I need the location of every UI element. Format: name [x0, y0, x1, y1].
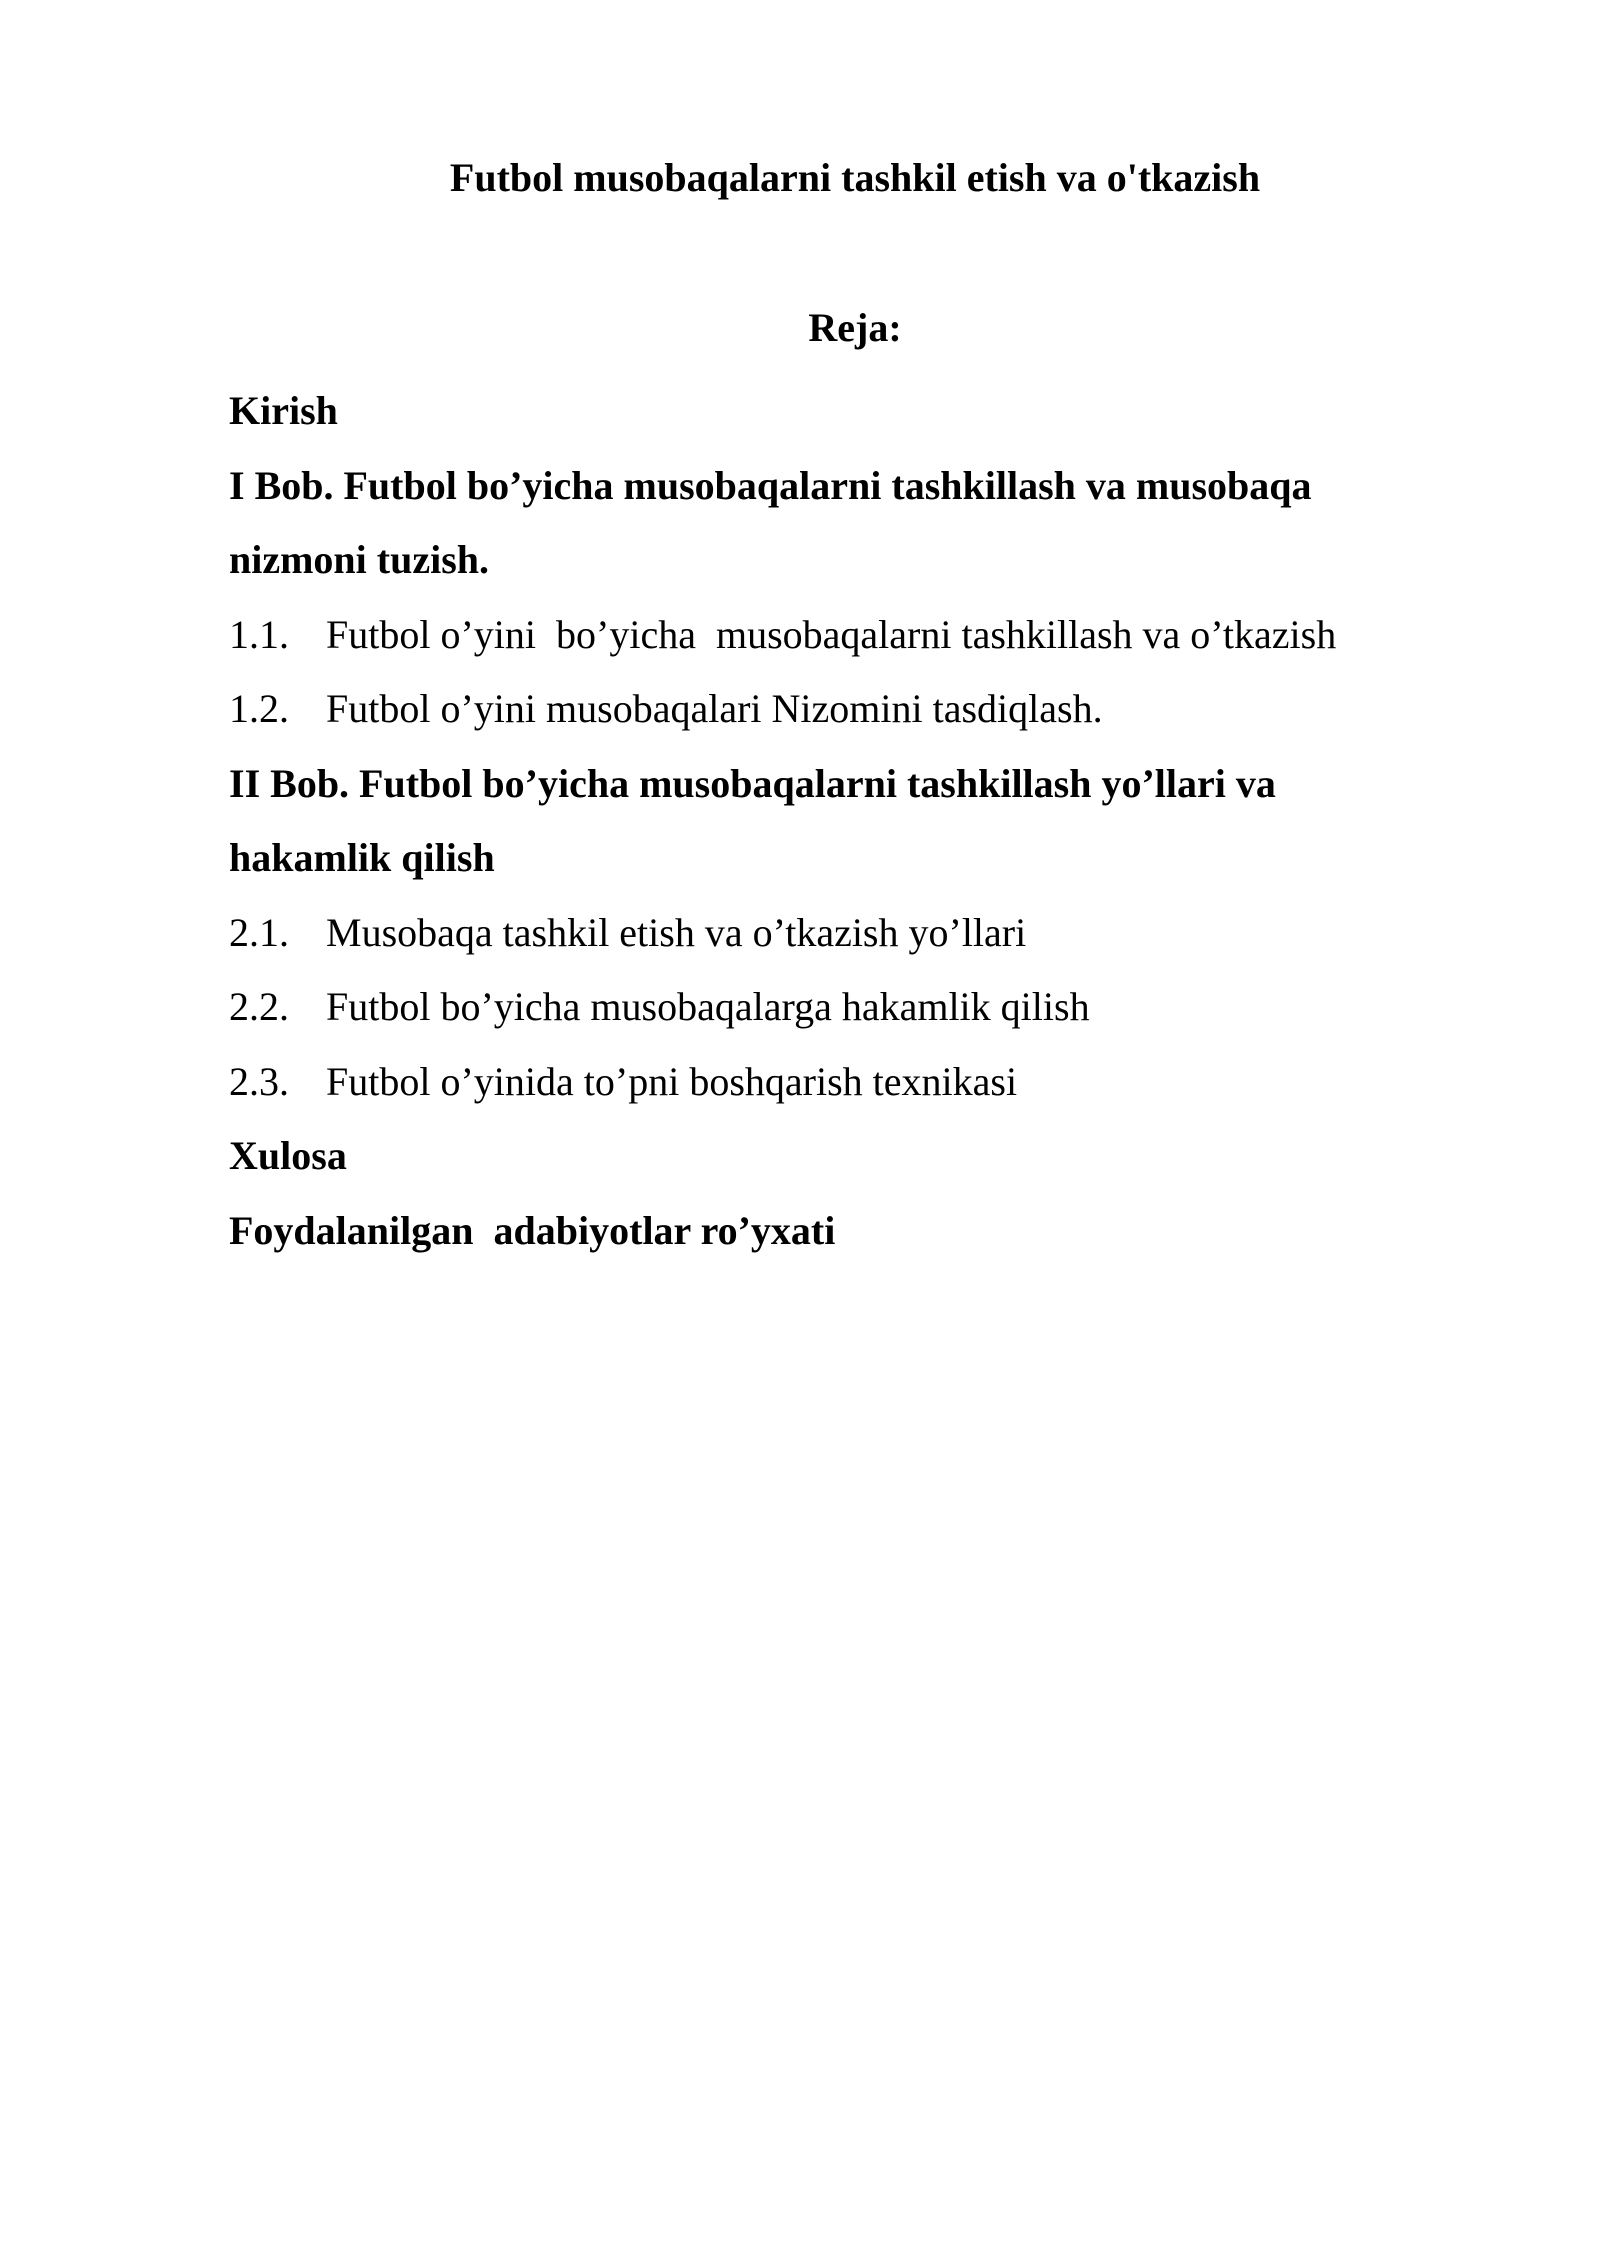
plan-heading: Reja: — [808, 305, 902, 350]
toc-item-number: 1.1. — [229, 611, 289, 657]
toc-item-text: Futbol o’yini musobaqalari Nizomini tasdiqlash. — [326, 686, 1103, 731]
toc-item-2-2 — [229, 970, 1479, 1045]
toc-chapter-2-title-continued: hakamlik qilish — [229, 835, 495, 880]
table-of-contents — [229, 374, 1479, 1268]
toc-item-number: 1.2. — [229, 686, 289, 731]
toc-chapter-2-title: II Bob. Futbol bo’yicha musobaqalarni tashkillash yo’llari va — [229, 760, 1276, 806]
toc-chapter-1-title-continued: nizmoni tuzish. — [229, 537, 490, 582]
toc-item-1-2 — [229, 672, 1479, 747]
toc-item-text: Futbol bo’yicha musobaqalarga hakamlik qilish — [326, 984, 1090, 1029]
toc-item-text: Musobaqa tashkil etish va o’tkazish yo’llari — [326, 909, 1027, 955]
toc-item-number: 2.1. — [229, 909, 289, 955]
toc-item-text: Futbol o’yinida to’pni boshqarish texnikasi — [326, 1058, 1018, 1104]
toc-conclusion: Xulosa — [229, 1133, 347, 1178]
toc-intro: Kirish — [229, 388, 338, 433]
toc-item-text: Futbol o’yini bo’yicha musobaqalarni tashkillash va o’tkazish — [326, 611, 1337, 657]
toc-item-number: 2.3. — [229, 1058, 289, 1104]
toc-item-number: 2.2. — [229, 984, 289, 1029]
toc-item-2-1 — [229, 896, 1479, 971]
toc-item-1-1 — [229, 598, 1479, 673]
toc-references: Foydalanilgan adabiyotlar ro’yxati — [229, 1207, 836, 1253]
toc-chapter-1-title: I Bob. Futbol bo’yicha musobaqalarni tashkillash va musobaqa — [229, 462, 1312, 508]
toc-item-2-3 — [229, 1045, 1479, 1120]
document-title: Futbol musobaqalarni tashkil etish va o'tkazish — [449, 155, 1261, 200]
